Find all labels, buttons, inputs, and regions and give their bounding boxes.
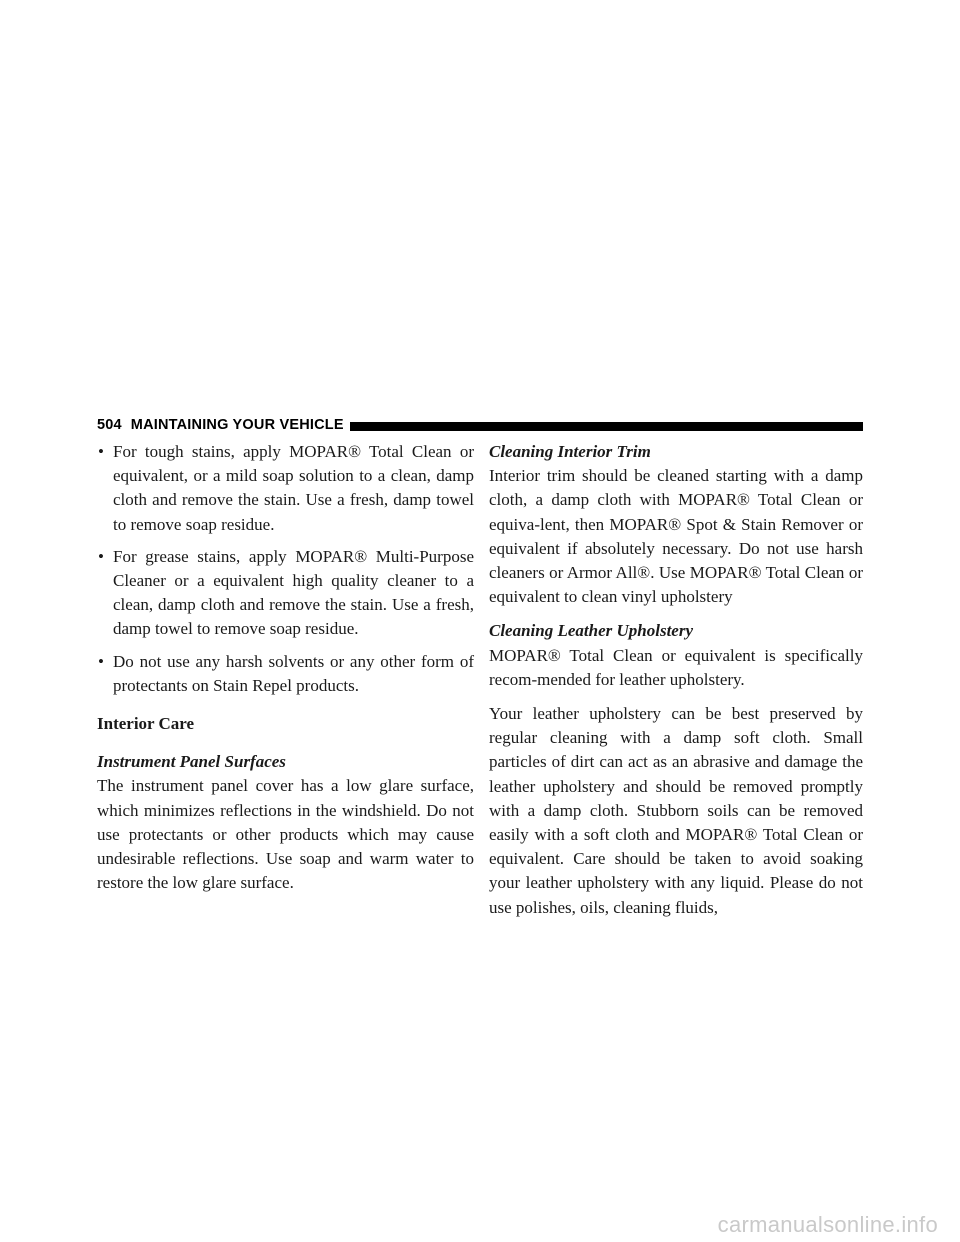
page-number: 504 bbox=[97, 417, 122, 433]
trim-paragraph: Interior trim should be cleaned starting with a damp cloth, a damp cloth with MOPAR® Total Clean or equiva-lent, then MOPAR® Spot & Stain Remover or equivalent if absolutely necessary. Do not use harsh cleaners or Armor All®. Use MOPAR® Total Clean or equivalent to clean vinyl upholstery bbox=[489, 466, 863, 607]
left-column bbox=[97, 440, 474, 905]
bullet-icon: • bbox=[98, 651, 104, 671]
bullet-text: Do not use any harsh solvents or any other form of protectants on Stain Repel products. bbox=[113, 651, 474, 695]
list-item bbox=[97, 650, 474, 698]
header-rule bbox=[350, 422, 863, 431]
section-title: MAINTAINING YOUR VEHICLE bbox=[130, 417, 344, 433]
watermark: carmanualsonline.info bbox=[717, 1212, 938, 1237]
right-column bbox=[489, 440, 863, 930]
bullet-list bbox=[97, 440, 474, 698]
bullet-text: For grease stains, apply MOPAR® Multi-Purpose Cleaner or a equivalent high quality cleaner to a clean, damp cloth and remove the stain. Use a fresh, damp towel to remove soap residue. bbox=[113, 546, 474, 639]
bullet-text: For tough stains, apply MOPAR® Total Clean or equivalent, or a mild soap solution to a clean, damp cloth and remove the stain. Use a fresh, damp towel to remove soap residue. bbox=[113, 442, 474, 534]
leather-paragraph-1: MOPAR® Total Clean or equivalent is specifically recom-mended for leather upholstery. bbox=[489, 645, 863, 689]
trim-heading: Cleaning Interior Trim bbox=[489, 442, 651, 461]
leather-paragraph-2: Your leather upholstery can be best preserved by regular cleaning with a damp soft cloth. Small particles of dirt can act as an abrasive and damage the leather upholstery and should be removed promptly with a damp cloth. Stubborn soils can be removed easily with a soft cloth and MOPAR® Total Clean or equivalent. Care should be taken to avoid soaking your leather upholstery with any liquid. Please do not use polishes, oils, cleaning fluids, bbox=[489, 704, 863, 917]
instrument-panel-paragraph: The instrument panel cover has a low glare surface, which minimizes reflections in the windshield. Do not use protectants or other products which may cause undesirable reflections. Use soap and warm water to restore the low glare surface. bbox=[97, 776, 474, 893]
leather-heading: Cleaning Leather Upholstery bbox=[489, 621, 694, 641]
section-heading: Interior Care bbox=[97, 714, 195, 734]
bullet-icon: • bbox=[98, 546, 104, 566]
list-item bbox=[97, 545, 474, 642]
page-header bbox=[97, 414, 863, 436]
bullet-icon: • bbox=[98, 442, 104, 461]
list-item bbox=[97, 440, 474, 537]
subheading: Instrument Panel Surfaces bbox=[97, 752, 286, 772]
